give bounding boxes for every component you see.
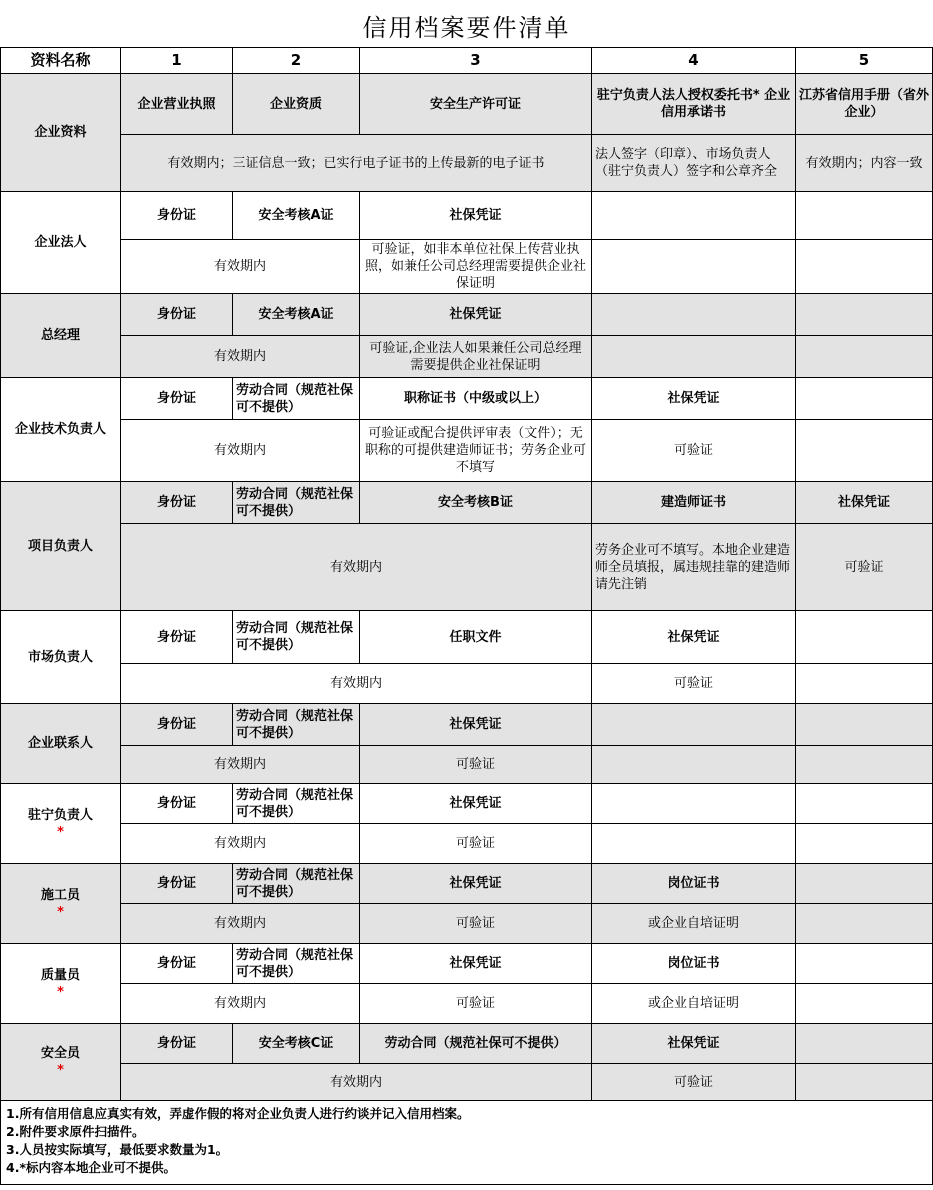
market-item-4: 社保凭证 (592, 611, 796, 664)
tech-note-4: 可验证 (592, 420, 796, 482)
quality-item-1: 身份证 (121, 944, 233, 984)
gm-notes-row (1, 336, 933, 378)
tech-note-3: 可验证或配合提供评审表（文件）；无职称的可提供建造师证书；劳务企业可不填写 (360, 420, 592, 482)
contact-empty-5 (796, 704, 933, 746)
builder-note-3: 可验证 (360, 904, 592, 944)
gm-items-row (1, 294, 933, 336)
company-item-4: 驻宁负责人法人授权委托书* 企业信用承诺书 (592, 74, 796, 135)
market-note-4: 可验证 (592, 664, 796, 704)
company-item-1: 企业营业执照 (121, 74, 233, 135)
resident-items-row (1, 784, 933, 824)
header-col-3: 3 (360, 48, 592, 74)
gm-item-2: 安全考核A证 (233, 294, 360, 336)
row-label-legal: 企业法人 (1, 192, 121, 294)
pm-note-5: 可验证 (796, 524, 933, 611)
resident-item-1: 身份证 (121, 784, 233, 824)
safety-note-1-3: 有效期内 (121, 1064, 592, 1101)
legal-empty-5 (796, 192, 933, 240)
legal-items-row (1, 192, 933, 240)
safety-note-4: 可验证 (592, 1064, 796, 1101)
pm-note-4: 劳务企业可不填写。本地企业建造师全员填报，属违规挂靠的建造师请先注销 (592, 524, 796, 611)
builder-note-empty-5 (796, 904, 933, 944)
tech-item-2: 劳动合同（规范社保可不提供） (233, 378, 360, 420)
contact-note-empty-5 (796, 746, 933, 784)
resident-empty-5 (796, 784, 933, 824)
builder-note-1-2: 有效期内 (121, 904, 360, 944)
contact-item-3: 社保凭证 (360, 704, 592, 746)
tech-item-3: 职称证书（中级或以上） (360, 378, 592, 420)
builder-item-1: 身份证 (121, 864, 233, 904)
row-label-quality (1, 944, 121, 1024)
gm-note-empty-4 (592, 336, 796, 378)
safety-item-3: 劳动合同（规范社保可不提供） (360, 1024, 592, 1064)
contact-note-1-2: 有效期内 (121, 746, 360, 784)
builder-note-4: 或企业自培证明 (592, 904, 796, 944)
safety-empty-5 (796, 1024, 933, 1064)
resident-notes-row (1, 824, 933, 864)
legal-note-empty-5 (796, 240, 933, 294)
market-note-empty-5 (796, 664, 933, 704)
safety-item-1: 身份证 (121, 1024, 233, 1064)
quality-note-4: 或企业自培证明 (592, 984, 796, 1024)
company-item-2: 企业资质 (233, 74, 360, 135)
footnotes (1, 1101, 933, 1185)
footnote-4: 4.*标内容本地企业可不提供。 (6, 1160, 176, 1175)
company-item-3: 安全生产许可证 (360, 74, 592, 135)
row-label-pm: 项目负责人 (1, 482, 121, 611)
resident-item-3: 社保凭证 (360, 784, 592, 824)
market-note-1-3: 有效期内 (121, 664, 592, 704)
legal-item-2: 安全考核A证 (233, 192, 360, 240)
required-star: * (57, 1063, 64, 1078)
gm-note-3: 可验证,企业法人如果兼任公司总经理需要提供企业社保证明 (360, 336, 592, 378)
row-label-resident (1, 784, 121, 864)
quality-note-1-2: 有效期内 (121, 984, 360, 1024)
pm-item-3: 安全考核B证 (360, 482, 592, 524)
row-label-market: 市场负责人 (1, 611, 121, 704)
safety-notes-row (1, 1064, 933, 1101)
tech-note-1-2: 有效期内 (121, 420, 360, 482)
resident-note-empty-5 (796, 824, 933, 864)
legal-note-3: 可验证，如非本单位社保上传营业执照，如兼任公司总经理需要提供企业社保证明 (360, 240, 592, 294)
builder-empty-5 (796, 864, 933, 904)
company-item-5: 江苏省信用手册（省外企业） (796, 74, 933, 135)
quality-item-3: 社保凭证 (360, 944, 592, 984)
pm-items-row (1, 482, 933, 524)
gm-empty-5 (796, 294, 933, 336)
tech-item-4: 社保凭证 (592, 378, 796, 420)
legal-item-1: 身份证 (121, 192, 233, 240)
quality-label: 质量员 (40, 967, 80, 983)
gm-note-1-2: 有效期内 (121, 336, 360, 378)
resident-item-2: 劳动合同（规范社保可不提供） (233, 784, 360, 824)
pm-item-2: 劳动合同（规范社保可不提供） (233, 482, 360, 524)
quality-empty-5 (796, 944, 933, 984)
resident-empty-4 (592, 784, 796, 824)
legal-empty-4 (592, 192, 796, 240)
row-label-contact: 企业联系人 (1, 704, 121, 784)
builder-item-3: 社保凭证 (360, 864, 592, 904)
company-note-5: 有效期内；内容一致 (796, 135, 933, 192)
required-star: * (57, 824, 64, 840)
company-note-4: 法人签字（印章）、市场负责人（驻宁负责人）签字和公章齐全 (592, 135, 796, 192)
quality-item-4: 岗位证书 (592, 944, 796, 984)
company-note-1-3: 有效期内；三证信息一致；已实行电子证书的上传最新的电子证书 (121, 135, 592, 192)
gm-item-1: 身份证 (121, 294, 233, 336)
market-item-1: 身份证 (121, 611, 233, 664)
row-label-builder (1, 864, 121, 944)
safety-item-4: 社保凭证 (592, 1024, 796, 1064)
safety-note-empty-5 (796, 1064, 933, 1101)
contact-item-1: 身份证 (121, 704, 233, 746)
required-star: * (57, 904, 64, 920)
market-empty-5 (796, 611, 933, 664)
footnote-2: 2.附件要求原件扫描件。 (6, 1124, 145, 1139)
quality-note-empty-5 (796, 984, 933, 1024)
legal-notes-row (1, 240, 933, 294)
resident-note-1-2: 有效期内 (121, 824, 360, 864)
contact-empty-4 (592, 704, 796, 746)
contact-items-row (1, 704, 933, 746)
resident-note-3: 可验证 (360, 824, 592, 864)
builder-items-row (1, 864, 933, 904)
quality-items-row (1, 944, 933, 984)
page-title: 信用档案要件清单 (362, 14, 571, 42)
tech-note-empty-5 (796, 420, 933, 482)
market-notes-row (1, 664, 933, 704)
header-row (1, 48, 933, 74)
quality-item-2: 劳动合同（规范社保可不提供） (233, 944, 360, 984)
legal-note-1-2: 有效期内 (121, 240, 360, 294)
pm-item-1: 身份证 (121, 482, 233, 524)
company-notes-row (1, 135, 933, 192)
safety-item-2: 安全考核C证 (233, 1024, 360, 1064)
header-col-5: 5 (796, 48, 933, 74)
pm-item-5: 社保凭证 (796, 482, 933, 524)
resident-label: 驻宁负责人 (27, 807, 93, 823)
gm-item-3: 社保凭证 (360, 294, 592, 336)
footnote-1: 1.所有信用信息应真实有效，弄虚作假的将对企业负责人进行约谈并记入信用档案。 (6, 1106, 470, 1121)
row-label-company: 企业资料 (1, 74, 121, 192)
legal-note-empty-4 (592, 240, 796, 294)
row-label-safety (1, 1024, 121, 1101)
safety-items-row (1, 1024, 933, 1064)
row-label-tech: 企业技术负责人 (1, 378, 121, 482)
market-item-3: 任职文件 (360, 611, 592, 664)
header-col-2: 2 (233, 48, 360, 74)
header-col-1: 1 (121, 48, 233, 74)
contact-notes-row (1, 746, 933, 784)
builder-label: 施工员 (40, 887, 80, 903)
contact-note-3: 可验证 (360, 746, 592, 784)
company-items-row (1, 74, 933, 135)
header-col-4: 4 (592, 48, 796, 74)
tech-empty-5 (796, 378, 933, 420)
tech-item-1: 身份证 (121, 378, 233, 420)
pm-notes-row (1, 524, 933, 611)
quality-note-3: 可验证 (360, 984, 592, 1024)
credit-archive-table (0, 47, 933, 1185)
row-label-gm: 总经理 (1, 294, 121, 378)
header-corner: 资料名称 (1, 48, 121, 74)
quality-notes-row (1, 984, 933, 1024)
footnotes-row (1, 1101, 933, 1185)
contact-item-2: 劳动合同（规范社保可不提供） (233, 704, 360, 746)
builder-item-4: 岗位证书 (592, 864, 796, 904)
market-items-row (1, 611, 933, 664)
gm-note-empty-5 (796, 336, 933, 378)
resident-note-empty-4 (592, 824, 796, 864)
builder-notes-row (1, 904, 933, 944)
legal-item-3: 社保凭证 (360, 192, 592, 240)
footnote-3: 3.人员按实际填写，最低要求数量为1。 (6, 1142, 229, 1157)
gm-empty-4 (592, 294, 796, 336)
safety-label: 安全员 (40, 1046, 80, 1061)
market-item-2: 劳动合同（规范社保可不提供） (233, 611, 360, 664)
contact-note-empty-4 (592, 746, 796, 784)
pm-item-4: 建造师证书 (592, 482, 796, 524)
tech-notes-row (1, 420, 933, 482)
required-star: * (57, 984, 64, 1000)
pm-note-1-3: 有效期内 (121, 524, 592, 611)
tech-items-row (1, 378, 933, 420)
builder-item-2: 劳动合同（规范社保可不提供） (233, 864, 360, 904)
